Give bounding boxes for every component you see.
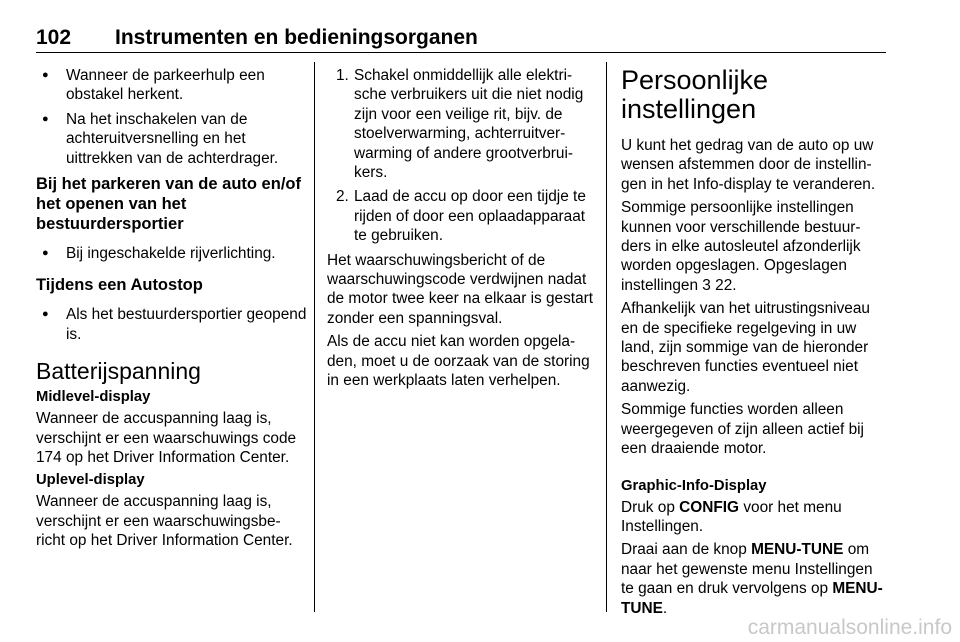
warning-text: Het waarschuwingsbericht of de waarschuwingscode verdwijnen nadat de motor twee keer na elkaar is gestart zonder een spanningsval. [327, 251, 594, 327]
heading-autostop: Tijdens een Autostop [36, 276, 203, 295]
midlevel-text: Wanneer de accuspanning laag is, verschijnt er een waarschuwings code 174 op het Driver Information Center. [36, 410, 297, 467]
text-fragment: Draai aan de knop [621, 541, 747, 559]
step-number: 2. [336, 188, 349, 206]
step-item [327, 66, 595, 182]
step-number: 1. [336, 67, 349, 84]
menu-tune-label: MENU-TUNE [751, 541, 844, 559]
column-middle [327, 66, 595, 395]
settings-storage [621, 198, 889, 295]
uplevel-heading: Uplevel-display [36, 472, 145, 489]
step-text: Schakel onmiddellijk alle elektri- sche verbruikers uit die niet nodig zijn voor een veilige rit, bijv. de stoelverwarming, achterruitver- warming of andere grootverbrui- kers. [354, 67, 584, 182]
equipment-note: Afhankelijk van het uitrustingsniveau en de specifieke regelgeving in uw land, zijn sommige van de hieronder beschreven functies eventueel niet aanwezig. [621, 300, 870, 395]
list-item: ● Na het inschakelen van de achteruitversnelling en het uittrekken van de achterdrager. [36, 110, 308, 168]
uplevel-text: Wanneer de accuspanning laag is, verschijnt er een waarschuwingsbe- richt op het Driver Information Center. [36, 493, 293, 550]
chapter-title: Instrumenten en bedieningsorganen [115, 26, 478, 49]
list-item: ● Wanneer de parkeerhulp een obstakel herkent. [36, 66, 308, 105]
step-item [327, 187, 595, 245]
page-reference[interactable]: 22. [715, 276, 737, 294]
list-item: ● Bij ingeschakelde rijverlichting. [36, 244, 308, 263]
menu-tune-instruction [621, 540, 889, 618]
settings-storage-text: Sommige persoonlijke instellingen kunnen voor verschillende bestuur- ders in elke autosleutel afzonderlijk worden opgeslagen. Opgeslagen instellingen [621, 199, 861, 294]
menu-tune-label: MENU-TUNE [621, 580, 883, 617]
section-title-settings: Persoonlijke instellingen [621, 65, 769, 124]
heading-parking: Bij het parkeren van de auto en/of het openen van het bestuurdersportier [36, 175, 301, 234]
engine-note: Sommige functies worden alleen weergegeven of zijn alleen actief bij een draaiende motor. [621, 401, 864, 458]
text-fragment: om naar het gewenste menu Instellingen te gaan en druk vervolgens op [621, 541, 873, 598]
subheading-graphic-info: Graphic-Info-Display [621, 477, 767, 494]
section-title-battery: Batterijspanning [36, 358, 201, 385]
text-fragment: voor het menu Instellingen. [621, 498, 842, 535]
config-instruction [621, 498, 889, 537]
list-item: ● Als het bestuurdersportier geopend is. [36, 305, 308, 344]
midlevel-heading: Midlevel-display [36, 389, 151, 406]
column-left [36, 66, 308, 555]
page-header [36, 26, 886, 53]
page-number: 102 [36, 26, 72, 49]
column-divider [314, 62, 315, 612]
watermark: carmanualsonline.info [747, 616, 952, 639]
column-right [621, 66, 889, 622]
text-fragment: . [662, 599, 668, 617]
column-divider [606, 62, 607, 612]
text-fragment: Druk op [621, 498, 675, 516]
config-button-label: CONFIG [679, 498, 740, 516]
step-text: Laad de accu op door een tijdje te rijden of door een oplaadapparaat te gebruiken. [354, 188, 586, 245]
repair-text: Als de accu niet kan worden opgela- den, moet u de oorzaak van de storing in een werkplaats laten verhelpen. [327, 333, 590, 390]
page-reference-icon[interactable]: 3 [702, 276, 711, 294]
settings-intro: U kunt het gedrag van de auto op uw wensen afstemmen door de instellin- gen in het Info-display te veranderen. [621, 137, 876, 193]
